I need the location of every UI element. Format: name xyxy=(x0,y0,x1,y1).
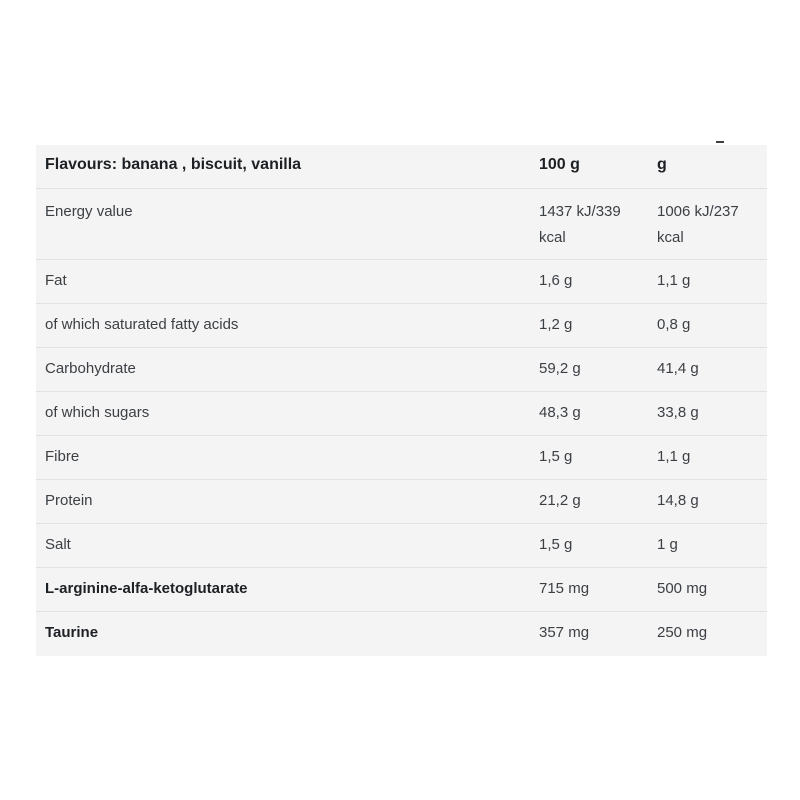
row-value-per-100: 1,5 g xyxy=(539,448,573,465)
table-row-carbohydrate xyxy=(36,348,767,392)
row-label: Fibre xyxy=(45,448,80,465)
table-row-saturated-fat xyxy=(36,304,767,348)
row-value-per-serving: 500 mg xyxy=(657,580,708,597)
row-value-per-100: 48,3 g xyxy=(539,404,581,421)
nutrition-table xyxy=(36,145,767,656)
row-label: Taurine xyxy=(45,624,99,641)
row-value-per-100: 1,2 g xyxy=(539,316,573,333)
row-value-per-serving: 0,8 g xyxy=(657,316,691,333)
row-value-per-serving: 250 mg xyxy=(657,624,708,641)
table-row-fibre xyxy=(36,436,767,480)
row-value-per-100: 1437 kJ/339 kcal xyxy=(539,203,621,246)
row-label: Fat xyxy=(45,272,67,289)
row-value-per-serving: 1,1 g xyxy=(657,448,691,465)
table-row-sugars xyxy=(36,392,767,436)
row-value-per-serving: 14,8 g xyxy=(657,492,699,509)
row-value-per-100: 1,5 g xyxy=(539,536,573,553)
row-value-per-100: 715 mg xyxy=(539,580,590,597)
table-row-arginine xyxy=(36,568,767,612)
row-value-per-100: 21,2 g xyxy=(539,492,581,509)
table-row-energy xyxy=(36,189,767,260)
cropped-text-fragment xyxy=(716,141,724,143)
row-label: Energy value xyxy=(45,203,133,220)
row-label: Salt xyxy=(45,536,71,553)
row-value-per-100: 1,6 g xyxy=(539,272,573,289)
row-value-per-serving: 1,1 g xyxy=(657,272,691,289)
row-value-per-serving: 1 g xyxy=(657,536,678,553)
row-value-per-serving: 33,8 g xyxy=(657,404,699,421)
header-per-serving: g xyxy=(657,156,667,173)
table-row-taurine xyxy=(36,612,767,656)
row-label: L-arginine-alfa-ketoglutarate xyxy=(45,580,248,597)
row-value-per-100: 357 mg xyxy=(539,624,590,641)
table-row-protein xyxy=(36,480,767,524)
row-label: of which sugars xyxy=(45,404,150,421)
row-label: Carbohydrate xyxy=(45,360,136,377)
table-row-fat xyxy=(36,260,767,304)
row-value-per-serving: 41,4 g xyxy=(657,360,699,377)
table-header-row xyxy=(36,145,767,189)
row-value-per-100: 59,2 g xyxy=(539,360,581,377)
table-row-salt xyxy=(36,524,767,568)
row-label: of which saturated fatty acids xyxy=(45,316,239,333)
row-value-per-serving: 1006 kJ/237 kcal xyxy=(657,203,739,246)
row-label: Protein xyxy=(45,492,93,509)
header-per-100g: 100 g xyxy=(539,156,580,173)
header-flavours-label: Flavours: banana , biscuit, vanilla xyxy=(45,156,302,173)
